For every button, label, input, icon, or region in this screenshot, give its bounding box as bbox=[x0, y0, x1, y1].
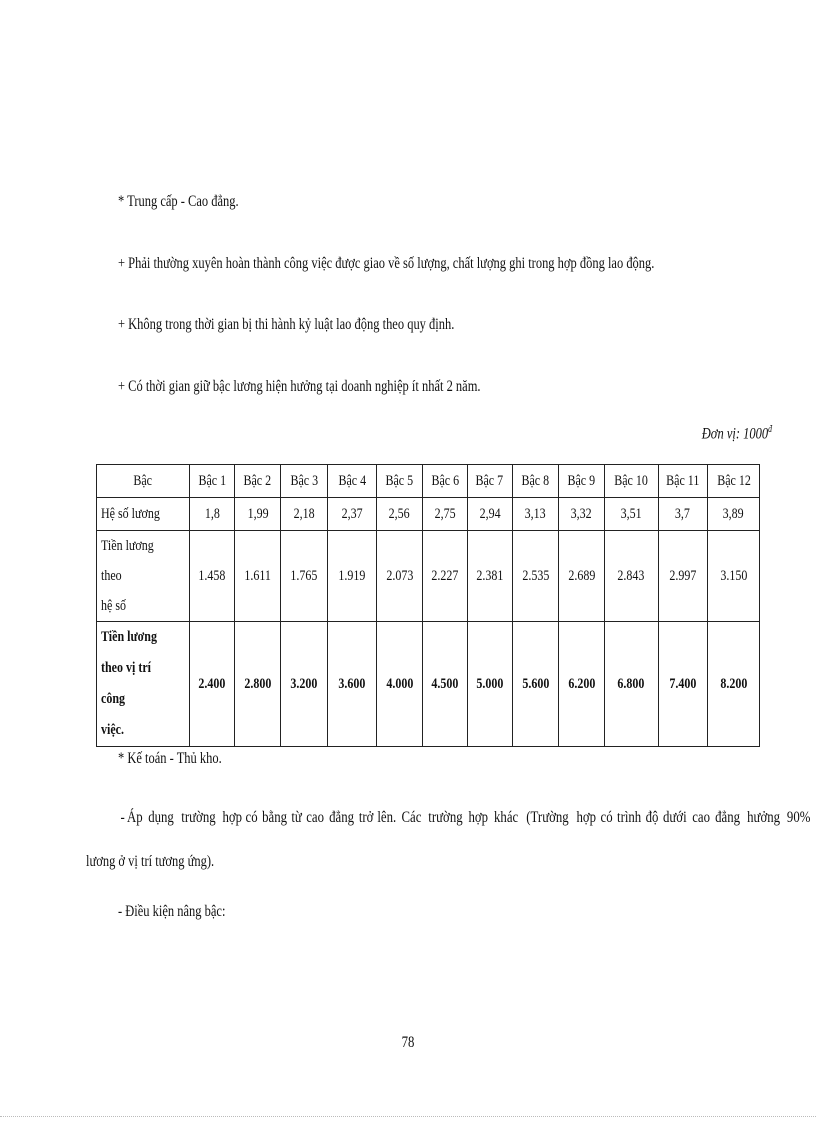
level-label: Bậc 3 bbox=[290, 472, 319, 489]
level-label: Bậc 11 bbox=[666, 472, 700, 489]
level-label: Bậc 6 bbox=[431, 472, 460, 489]
table-cell bbox=[467, 498, 512, 531]
heading-trung-cap: * Trung cấp - Cao đẳng. bbox=[118, 193, 239, 210]
paragraph-line-2-text: lương ở vị trí tương ứng). bbox=[86, 853, 215, 870]
level-label: Bậc 4 bbox=[338, 472, 366, 489]
row-label-line: việc. bbox=[101, 722, 124, 738]
paragraph-word: đẳng bbox=[714, 809, 740, 826]
cell-value: 6.800 bbox=[617, 675, 645, 692]
paragraph-word: đẳng bbox=[328, 809, 354, 826]
cell-value: 2.381 bbox=[476, 567, 504, 584]
level-label: Bậc 5 bbox=[385, 472, 414, 489]
paragraph-word: dưới bbox=[662, 809, 687, 826]
cell-value: 1.458 bbox=[198, 567, 226, 584]
header-label: Bậc bbox=[133, 472, 153, 489]
table-cell bbox=[658, 622, 708, 747]
cell-value: 4.000 bbox=[386, 675, 414, 692]
page-bottom-rule bbox=[0, 1116, 816, 1117]
paragraph-word: hợp bbox=[468, 809, 489, 826]
paragraph-line-2 bbox=[86, 840, 762, 884]
table-cell bbox=[559, 498, 605, 531]
paragraph-line-1 bbox=[86, 796, 811, 840]
cell-value: 3,51 bbox=[620, 505, 642, 522]
table-cell bbox=[559, 531, 605, 622]
cell-value: 3.200 bbox=[290, 675, 318, 692]
paragraph-word: hợp bbox=[222, 809, 242, 826]
table-cell bbox=[423, 498, 468, 531]
table-cell bbox=[328, 498, 377, 531]
cell-value: 2.689 bbox=[568, 567, 595, 584]
table-cell bbox=[328, 531, 377, 622]
paragraph-word: cao bbox=[305, 809, 324, 826]
paragraph-word: cao bbox=[691, 809, 710, 826]
table-cell bbox=[708, 622, 760, 747]
cell-value: 2.073 bbox=[386, 567, 414, 584]
level-header bbox=[708, 465, 760, 498]
cell-value: 7.400 bbox=[669, 675, 697, 692]
row-label-line: Tiền lương bbox=[101, 629, 157, 645]
cell-value: 3,7 bbox=[675, 505, 691, 522]
table-row-wage-position bbox=[97, 622, 760, 747]
cell-value: 2.535 bbox=[521, 567, 549, 584]
paragraph-word: dụng bbox=[148, 809, 174, 826]
table-cell bbox=[512, 531, 559, 622]
cell-value: 3.150 bbox=[720, 567, 748, 584]
unit-label: Đơn vị: 1000 bbox=[701, 425, 769, 443]
level-label: Bậc 7 bbox=[475, 472, 504, 489]
cell-value: 5.000 bbox=[476, 675, 504, 692]
row-label-line: Tiền lương theo bbox=[101, 538, 154, 584]
conditions-heading: - Điều kiện nâng bậc: bbox=[118, 903, 226, 920]
paragraph-word: trình bbox=[616, 809, 641, 826]
table-cell bbox=[708, 498, 760, 531]
paragraph-word: trường bbox=[427, 809, 463, 826]
cell-value: 3,32 bbox=[571, 505, 592, 522]
table-cell bbox=[281, 622, 328, 747]
cell-value: 2.400 bbox=[198, 675, 226, 692]
level-header bbox=[604, 465, 658, 498]
table-cell bbox=[604, 622, 658, 747]
table-cell bbox=[604, 531, 658, 622]
level-header bbox=[234, 465, 281, 498]
cell-value: 1,99 bbox=[247, 505, 269, 522]
cell-value: 2.843 bbox=[617, 567, 645, 584]
header-cell bbox=[97, 465, 190, 498]
table-cell bbox=[376, 622, 423, 747]
table-cell bbox=[328, 622, 377, 747]
cell-value: 2,18 bbox=[293, 505, 315, 522]
cell-value: 4.500 bbox=[431, 675, 459, 692]
level-label: Bậc 12 bbox=[716, 472, 751, 489]
condition-line-1: + Phải thường xuyên hoàn thành công việc được giao về số lượng, chất lượng ghi trong hợp đồng lao động. bbox=[118, 255, 655, 272]
paragraph-word: Áp bbox=[127, 809, 143, 826]
level-label: Bậc 10 bbox=[614, 472, 648, 489]
table-cell bbox=[467, 531, 512, 622]
table-cell bbox=[658, 531, 708, 622]
cell-value: 2.800 bbox=[244, 675, 272, 692]
row-label-line: hệ số bbox=[101, 598, 126, 614]
paragraph-word: trở bbox=[358, 809, 374, 826]
paragraph-word: khác bbox=[493, 809, 519, 826]
table-cell bbox=[376, 531, 423, 622]
row-label-cell bbox=[97, 622, 190, 747]
table-cell bbox=[604, 498, 658, 531]
table-header-row bbox=[97, 465, 760, 498]
page-number bbox=[0, 1034, 816, 1052]
level-label: Bậc 1 bbox=[198, 472, 226, 489]
condition-line-2: + Không trong thời gian bị thi hành kỷ luật lao động theo quy định. bbox=[118, 316, 455, 333]
level-header bbox=[559, 465, 605, 498]
paragraph-word: độ bbox=[645, 809, 659, 826]
condition-line-3: + Có thời gian giữ bậc lương hiện hưởng tại doanh nghiệp ít nhất 2 năm. bbox=[118, 378, 481, 395]
unit-sup: đ bbox=[768, 424, 772, 435]
cell-value: 2.997 bbox=[669, 567, 697, 584]
paragraph-word: 90% bbox=[786, 809, 811, 826]
cell-value: 1.611 bbox=[244, 567, 271, 584]
paragraph-ke-toan bbox=[86, 796, 811, 884]
paragraph-word: bằng bbox=[262, 809, 288, 826]
level-header bbox=[376, 465, 423, 498]
cell-value: 6.200 bbox=[568, 675, 595, 692]
level-header bbox=[190, 465, 235, 498]
table-cell bbox=[423, 531, 468, 622]
paragraph-word: (Trường bbox=[526, 809, 569, 826]
paragraph-word: Các bbox=[401, 809, 422, 826]
level-header bbox=[281, 465, 328, 498]
table-cell bbox=[512, 622, 559, 747]
heading-ke-toan: * Kế toán - Thủ kho. bbox=[118, 750, 222, 767]
level-label: Bậc 9 bbox=[567, 472, 596, 489]
table-cell bbox=[190, 531, 235, 622]
paragraph-word: hợp bbox=[576, 809, 597, 826]
row-label: Hệ số lương bbox=[101, 505, 160, 522]
table-cell bbox=[512, 498, 559, 531]
cell-value: 3,13 bbox=[524, 505, 546, 522]
table-cell bbox=[281, 498, 328, 531]
row-label-cell bbox=[97, 498, 190, 531]
table-cell bbox=[190, 498, 235, 531]
cell-value: 2,56 bbox=[389, 505, 411, 522]
cell-value: 2.227 bbox=[431, 567, 459, 584]
salary-table bbox=[96, 464, 760, 747]
table-row-coefficient bbox=[97, 498, 760, 531]
paragraph-word: lên. bbox=[377, 809, 397, 826]
table-row-wage-coefficient bbox=[97, 531, 760, 622]
cell-value: 1,8 bbox=[204, 505, 220, 522]
paragraph-word: - bbox=[120, 809, 125, 826]
level-header bbox=[658, 465, 708, 498]
cell-value: 3.600 bbox=[338, 675, 366, 692]
page-number-text: 78 bbox=[401, 1034, 415, 1051]
table-cell bbox=[376, 498, 423, 531]
level-header bbox=[467, 465, 512, 498]
row-label-cell bbox=[97, 531, 190, 622]
cell-value: 3,89 bbox=[723, 505, 745, 522]
table-cell bbox=[423, 622, 468, 747]
table-cell bbox=[234, 531, 281, 622]
cell-value: 1.919 bbox=[338, 567, 366, 584]
cell-value: 1.765 bbox=[290, 567, 318, 584]
level-label: Bậc 2 bbox=[243, 472, 272, 489]
cell-value: 5.600 bbox=[521, 675, 549, 692]
unit-note bbox=[702, 424, 772, 443]
cell-value: 2,75 bbox=[434, 505, 456, 522]
cell-value: 2,94 bbox=[479, 505, 501, 522]
table-cell bbox=[708, 531, 760, 622]
level-header bbox=[328, 465, 377, 498]
paragraph-word: trường bbox=[181, 809, 216, 826]
level-header bbox=[423, 465, 468, 498]
paragraph-word: từ bbox=[291, 809, 303, 826]
paragraph-word: hưởng bbox=[746, 809, 780, 826]
table-cell bbox=[658, 498, 708, 531]
table-cell bbox=[234, 498, 281, 531]
cell-value: 2,37 bbox=[341, 505, 363, 522]
level-header bbox=[512, 465, 559, 498]
table-cell bbox=[281, 531, 328, 622]
table-cell bbox=[559, 622, 605, 747]
paragraph-word: có bbox=[245, 809, 258, 826]
level-label: Bậc 8 bbox=[521, 472, 550, 489]
table-cell bbox=[190, 622, 235, 747]
cell-value: 8.200 bbox=[720, 675, 748, 692]
paragraph-word: có bbox=[600, 809, 613, 826]
table-cell bbox=[234, 622, 281, 747]
table-cell bbox=[467, 622, 512, 747]
row-label-line: theo vị trí công bbox=[101, 660, 151, 707]
